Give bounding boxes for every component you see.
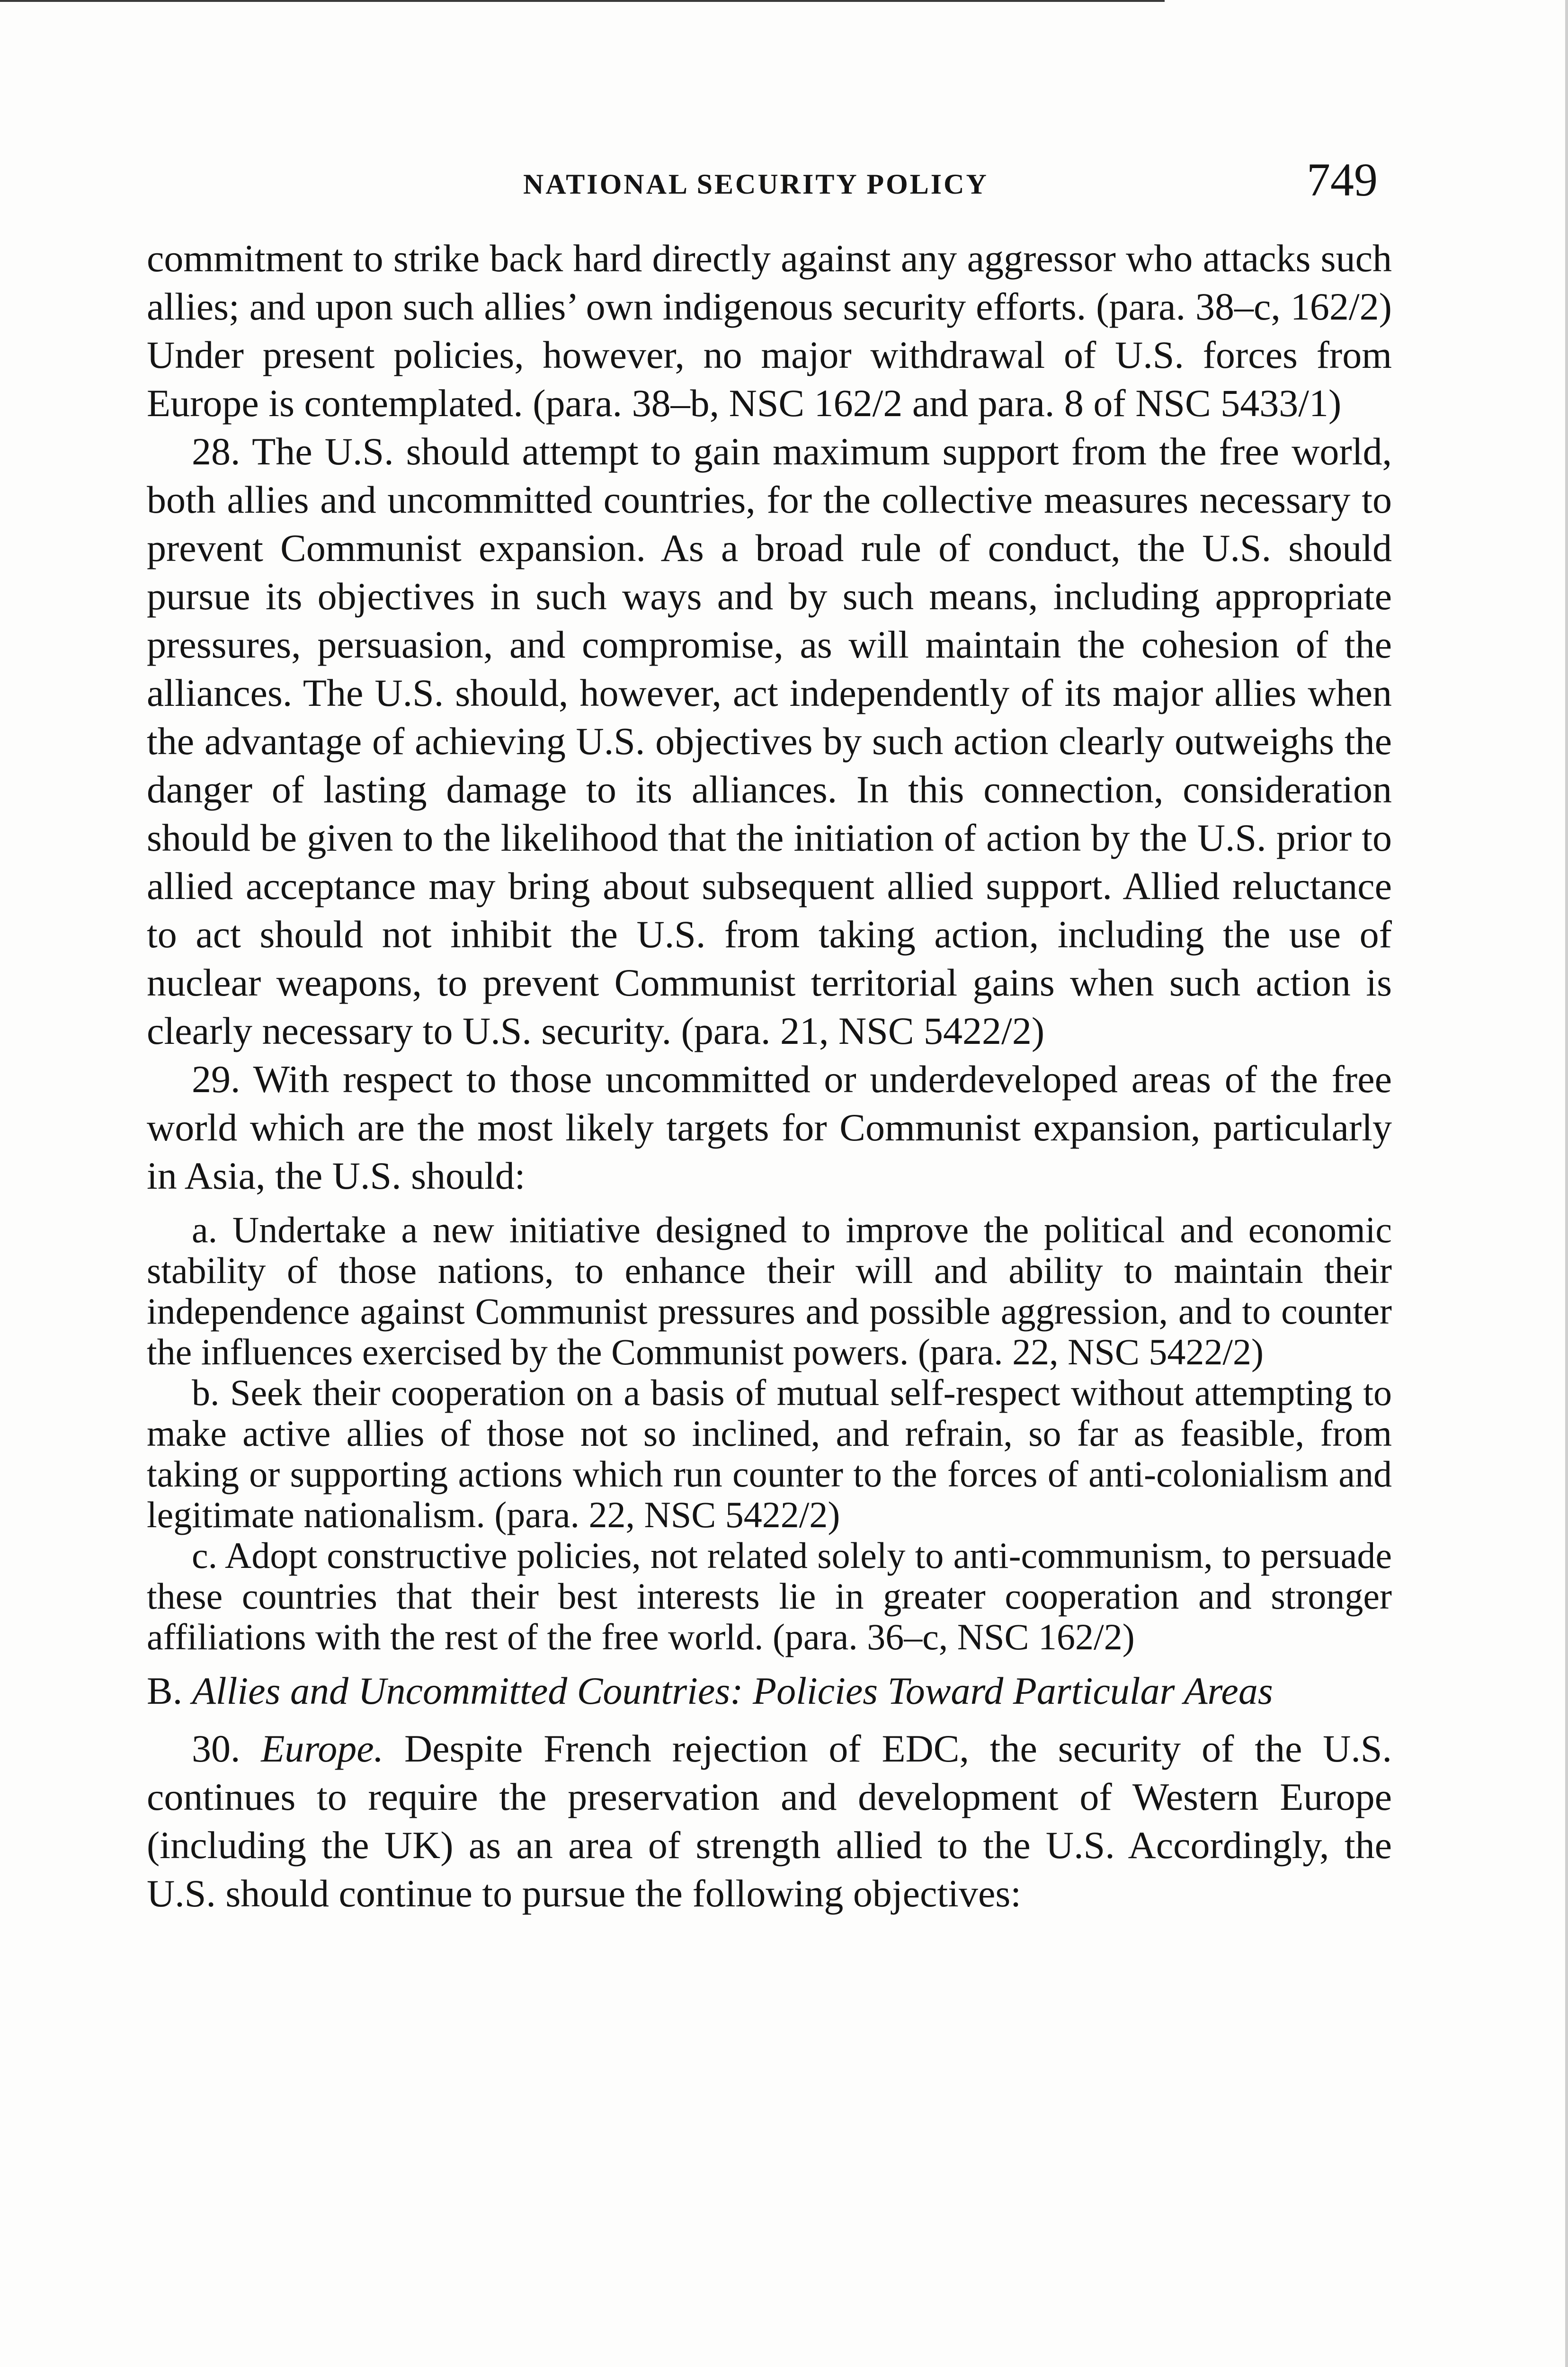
paragraph-30-text: Despite French rejection of EDC, the security of the U.S. continues to require the preservation and development of Western Europe (including the UK) as an area of strength allied to the U.S. Accordingly, the U.S. should continue to pursue the following objectives: [147, 1727, 1392, 1915]
top-scan-rule [0, 0, 1165, 2]
paragraph-30-number: 30. [192, 1727, 241, 1770]
paragraph-30-topic: Europe. [261, 1727, 384, 1770]
running-head: NATIONAL SECURITY POLICY [523, 169, 989, 200]
paragraph-29c: c. Adopt constructive policies, not related solely to anti-communism, to persuade these countries that their best interests lie in greater cooperation and stronger affiliations with the rest of the free world. (para. 36–c, NSC 162/2) [147, 1535, 1392, 1657]
paragraph-29b: b. Seek their cooperation on a basis of mutual self-respect without attempting to make active allies of those not so inclined, and refrain, so far as feasible, from taking or supporting actions which run counter to the forces of anti-colonialism and legitimate nationalism. (para. 22, NSC 5422/2) [147, 1372, 1392, 1535]
paragraph-29a: a. Undertake a new initiative designed to improve the political and economic stability of those nations, to enhance their will and ability to maintain their independence against Communist pressures and possible aggression, and to counter the influences exercised by the Communist powers. (para. 22, NSC 5422/2) [147, 1209, 1392, 1372]
paragraph-29: 29. With respect to those uncommitted or underdeveloped areas of the free world which are the most likely targets for Communist expansion, particularly in Asia, the U.S. should: [147, 1058, 1392, 1197]
paragraph-30 [147, 1725, 1392, 1918]
paragraph-28: 28. The U.S. should attempt to gain maximum support from the free world, both allies and uncommitted countries, for the collective measures necessary to prevent Communist expansion. As a broad rule of conduct, the U.S. should pursue its objectives in such ways and by such means, including appropriate pressures, persuasion, and compromise, as will maintain the cohesion of the alliances. The U.S. should, however, act independently of its major allies when the advantage of achieving U.S. objectives by such action clearly outweighs the danger of lasting damage to its alliances. In this connection, consideration should be given to the likelihood that the initiation of action by the U.S. prior to allied acceptance may bring about subsequent allied support. Allied reluctance to act should not inhibit the U.S. from taking action, including the use of nuclear weapons, to prevent Communist territorial gains when such action is clearly necessary to U.S. security. (para. 21, NSC 5422/2) [147, 430, 1392, 1052]
page-number: 749 [1307, 153, 1378, 206]
section-title: Allies and Uncommitted Countries: Policies Toward Particular Areas [192, 1669, 1273, 1712]
paragraph-continued: commitment to strike back hard directly against any aggressor who attacks such allies; and upon such allies’ own indigenous security efforts. (para. 38–c, 162/2) Under present policies, however, no major withdrawal of U.S. forces from Europe is contemplated. (para. 38–b, NSC 162/2 and para. 8 of NSC 5433/1) [147, 237, 1392, 425]
scan-edge [1565, 0, 1568, 2367]
section-label: B. [147, 1669, 183, 1712]
section-heading-b [147, 1667, 1392, 1715]
page-body [147, 234, 1392, 1918]
